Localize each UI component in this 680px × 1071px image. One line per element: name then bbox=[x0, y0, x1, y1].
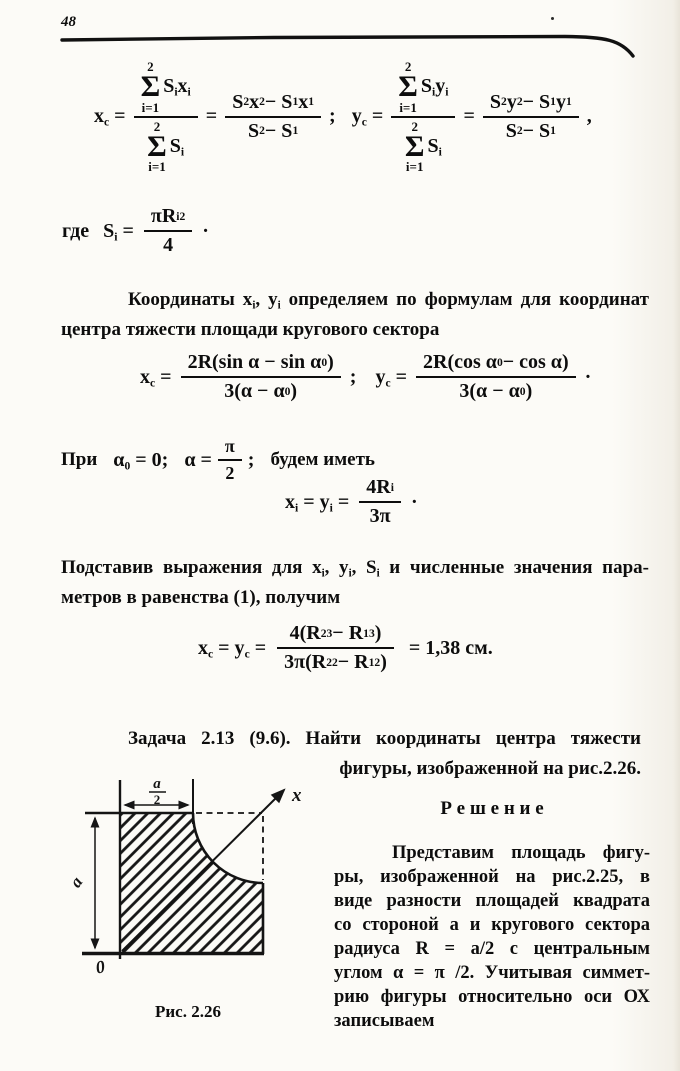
sigma-icon: Σ bbox=[140, 70, 161, 103]
solution-line: со стороной а и кругового сектора bbox=[334, 915, 650, 935]
dimension-label-side: a bbox=[65, 873, 87, 891]
solution-paragraph bbox=[334, 843, 650, 1035]
paragraph-subst-line1: Подставив выражения для $x_i$, $y_i$, $S_i$ и численные значения пара- bbox=[61, 557, 650, 580]
result-fraction: 4(R 2 3 − R 1 3 ) 3π(R 2 2 − R 1 2 ) bbox=[277, 622, 394, 674]
sum-body: $S_ix_i$ bbox=[163, 75, 191, 99]
xc-ratio-fraction: S 2 x 2 − S 1 x 1 S 2 − S 1 bbox=[225, 91, 321, 143]
sum-lower: i=1 bbox=[399, 99, 417, 115]
formula-sector bbox=[140, 351, 591, 403]
xiyi-lhs: $x_i = y_i$ = bbox=[285, 490, 350, 515]
solution-line: радиуса R = а/2 с центральным bbox=[334, 939, 650, 959]
xc-lhs: $x_c$ = bbox=[94, 105, 126, 129]
page-number: 48 bbox=[61, 14, 76, 30]
formula-result bbox=[198, 622, 493, 674]
problem-text: Найти координаты центра тяжести bbox=[290, 728, 642, 749]
solution-line: углом α = π /2. Учитывая симмет- bbox=[334, 963, 650, 983]
problem-line2: фигуры, изображенной на рис.2.26. bbox=[339, 758, 641, 779]
paragraph-sector-line2: центра тяжести площади кругового сектора bbox=[61, 319, 440, 340]
solution-heading: Р е ш е н и е bbox=[440, 798, 544, 819]
xiyi-fraction: 4R i 3π bbox=[359, 476, 401, 528]
sum-upper: 2 bbox=[147, 59, 154, 74]
comma: , bbox=[586, 105, 592, 128]
result-value: = 1,38 см. bbox=[408, 636, 493, 659]
x-axis-label: x bbox=[292, 785, 302, 806]
end-dot: · bbox=[202, 219, 209, 242]
sum-body: $S_iy_i$ bbox=[420, 75, 449, 99]
xc-sum-fraction bbox=[134, 60, 198, 173]
xc-fraction: 2R(sin α − sin α 0 ) 3(α − α 0 ) bbox=[181, 351, 341, 403]
equals-sign: = bbox=[205, 105, 218, 128]
sum-upper: 2 bbox=[411, 118, 418, 134]
solution-line: виде разности площадей квадрата bbox=[334, 891, 650, 911]
sum-lower: i=1 bbox=[148, 159, 166, 175]
sum-lower: i=1 bbox=[405, 159, 424, 175]
yc-lhs: $y_c$ = bbox=[351, 105, 384, 129]
paragraph-subst-line2: метров в равенства (1), получим bbox=[61, 587, 341, 608]
condition-suffix: будем иметь bbox=[270, 449, 375, 470]
problem-line1 bbox=[128, 727, 641, 751]
xc-lhs: $x_c$ = bbox=[140, 365, 172, 390]
yc-sum-fraction bbox=[391, 60, 455, 173]
yc-ratio-fraction: S 2 y 2 − S 1 y 1 S 2 − S 1 bbox=[483, 91, 579, 143]
sum-upper: 2 bbox=[404, 59, 412, 74]
solution-line: ры, изображенной на рис.2.25, в bbox=[334, 867, 650, 887]
yc-fraction: 2R(cos α 0 − cos α) 3(α − α 0 ) bbox=[416, 351, 576, 403]
sigma-icon: Σ bbox=[404, 129, 425, 163]
sum-lower: i=1 bbox=[141, 99, 160, 115]
where-clause bbox=[62, 205, 209, 257]
yc-lhs: $y_c$ = bbox=[375, 365, 408, 390]
end-dot: · bbox=[410, 490, 418, 513]
problem-title: Задача 2.13 (9.6). bbox=[128, 728, 291, 749]
si-fraction: πR i 2 4 bbox=[144, 205, 192, 257]
pi-over-2: $\frac{\pi}{2}$ bbox=[218, 436, 242, 484]
equals-sign: = bbox=[463, 105, 475, 128]
alpha-lhs: α = bbox=[184, 448, 212, 471]
formula-xiyi bbox=[285, 476, 418, 528]
where-word: где bbox=[62, 219, 90, 242]
header-rule-line bbox=[62, 36, 633, 56]
formula-centroid-sums bbox=[94, 60, 592, 173]
origin-label: 0 bbox=[94, 956, 107, 978]
sigma-icon: Σ bbox=[398, 70, 418, 103]
semicolon: ; bbox=[247, 448, 255, 471]
end-dot: · bbox=[584, 365, 592, 388]
dimension-label-a-num: a bbox=[153, 776, 161, 792]
separator: ; bbox=[349, 365, 357, 388]
solution-line: Представим площадь фигу- bbox=[392, 843, 650, 863]
sum-upper: 2 bbox=[153, 118, 161, 134]
figure-caption: Рис. 2.26 bbox=[155, 1002, 221, 1021]
condition-prefix: При bbox=[61, 449, 98, 470]
sum-body: $S_i$ bbox=[427, 134, 442, 159]
si-lhs: $S_i$ = bbox=[103, 219, 134, 244]
result-lhs: $x_c = y_c$ = bbox=[198, 636, 267, 661]
alpha0-value: $\alpha_0 = 0$; bbox=[113, 448, 169, 473]
sigma-icon: Σ bbox=[147, 129, 167, 163]
dimension-label-a-den: 2 bbox=[153, 792, 161, 807]
scan-artifact-dot bbox=[551, 17, 554, 20]
sum-body: $S_i$ bbox=[169, 134, 185, 159]
solution-line: рию фигуры относительно оси ОХ bbox=[334, 987, 650, 1007]
figure-2-26 bbox=[50, 770, 320, 1010]
solution-line: записываем bbox=[334, 1011, 435, 1031]
paragraph-sector-line1: Координаты $x_i$, $y_i$ определяем по формулам для координат bbox=[128, 289, 649, 312]
separator: ; bbox=[329, 105, 336, 128]
